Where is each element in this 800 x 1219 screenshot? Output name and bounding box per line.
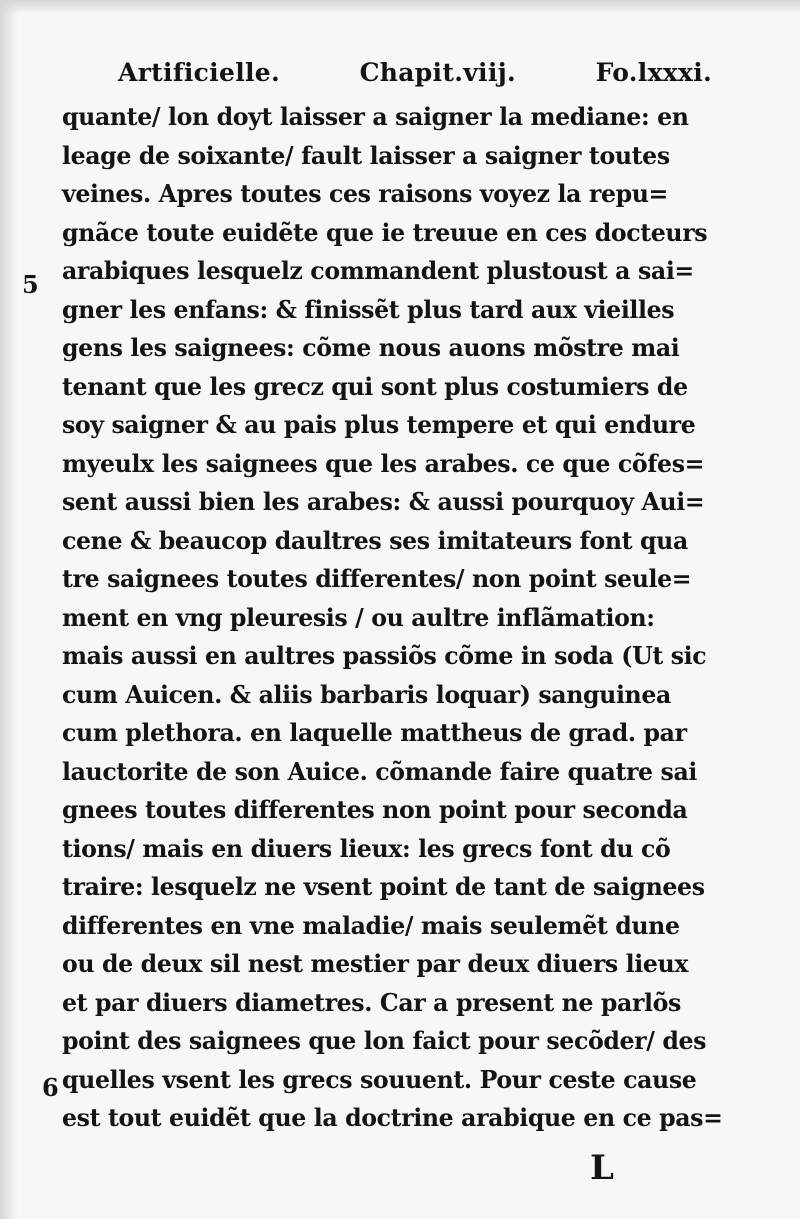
text-line: veines. Apres toutes ces raisons voyez la repu= [62,179,668,208]
text-line: gens les saignees: cõme nous auons mõstre mai [62,333,680,362]
text-line: tre saignees toutes differentes/ non point seule= [62,564,692,593]
text-line: lauctorite de son Auice. cõmande faire quatre sai [62,756,698,786]
header-chapter: Chapit.viij. [359,58,516,87]
text-line: sent aussi bien les arabes: & aussi pourquoy Aui= [62,487,705,516]
text-line: cene & beaucop daultres ses imitateurs font qua [62,525,688,555]
signature-mark: L [590,1148,614,1188]
header-title: Artificielle. [118,58,280,87]
text-line: point des saignees que lon faict pour secõder/ des [62,1026,707,1055]
text-block [62,58,722,1138]
text-line: soy saigner & au pais plus tempere et qui endure [62,410,696,439]
text-line: cum plethora. en laquelle mattheus de grad. par [62,718,687,747]
text-line: myeulx les saignees que les arabes. ce que cõfes= [62,448,705,478]
header-folio: Fo.lxxxi. [595,58,712,87]
text-line: est tout euidẽt que la doctrine arabique en ce pas= [62,1103,723,1132]
text-line: leage de soixante/ fault laisser a saigner toutes [62,140,670,170]
text-line: gner les enfans: & finissẽt plus tard aux vieilles [62,294,675,324]
text-line: mais aussi en aultres passiõs cõme in soda (Ut sic [62,641,707,670]
margin-numeral-5: 5 [22,270,39,299]
running-header [62,58,722,98]
text-line: et par diuers diametres. Car a present ne parlõs [62,987,681,1017]
text-line: arabiques lesquelz commandent plustoust a sai= [62,256,694,285]
text-line: ou de deux sil nest mestier par deux diuers lieux [62,949,689,978]
text-line: quelles vsent les grecs souuent. Pour ceste cause [62,1064,697,1094]
text-line: cum Auicen. & aliis barbaris loquar) sanguinea [62,679,671,709]
margin-numeral-6: 6 [42,1073,59,1102]
page-top-shadow [0,0,800,14]
text-line: tenant que les grecz qui sont plus costumiers de [62,371,688,401]
text-line: traire: lesquelz ne vsent point de tant de saignees [62,872,705,901]
text-line: gnees toutes differentes non point pour seconda [62,795,688,824]
text-line: quante/ lon doyt laisser a saigner la mediane: en [62,102,689,131]
text-line: gnãce toute euidẽte que ie treuue en ces docteurs [62,217,708,247]
text-line: differentes en vne maladie/ mais seulemẽt dune [62,910,680,940]
page-gutter-shadow [0,0,18,1219]
text-line: ment en vng pleuresis / ou aultre inflãmation: [62,602,655,632]
body-text [62,98,722,1138]
text-line: tions/ mais en diuers lieux: les grecs font du cõ [62,833,671,863]
